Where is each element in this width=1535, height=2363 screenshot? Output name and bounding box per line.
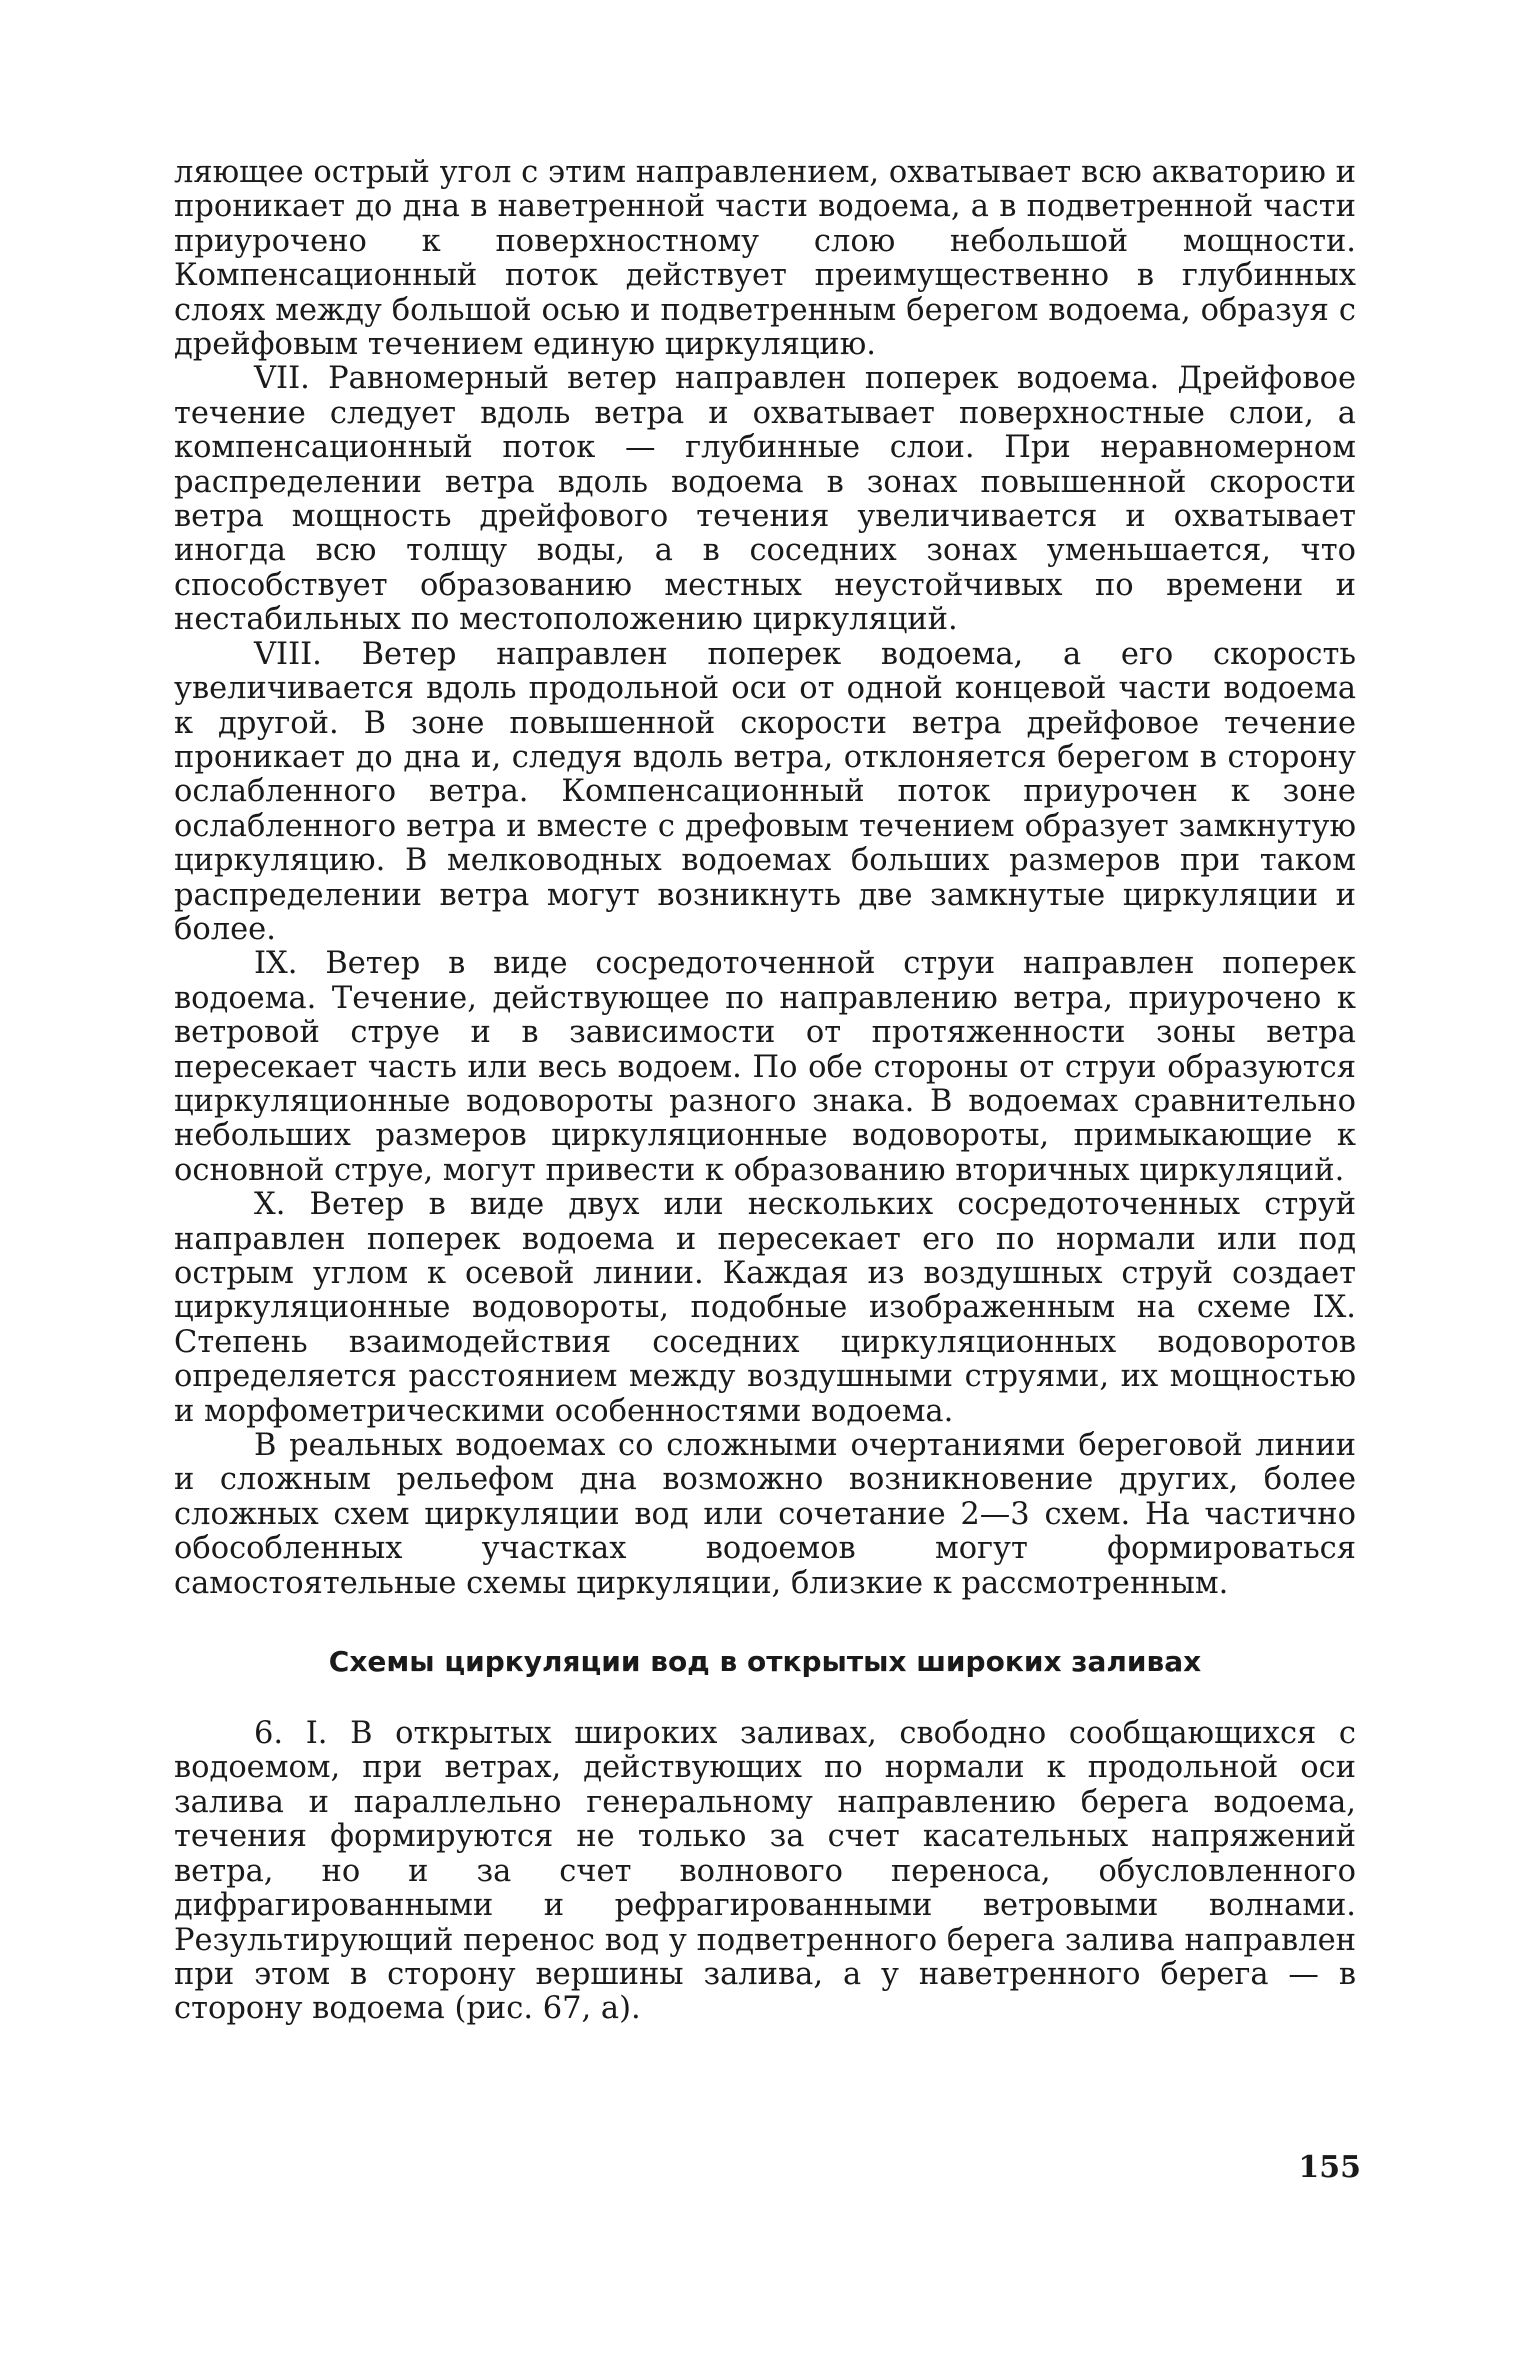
paragraph-real-water-bodies: В реальных водоемах со сложными очертаниями береговой линии и сложным рельефом дна возможно возникновение других, более сложных схем циркуляции вод или сочетание 2—3 схем. На частично обособленных участках водоемов могут формироваться самостоятельные схемы циркуляции, близкие к рассмотренным. <box>174 1428 1356 1601</box>
paragraph-scheme-viii: VIII. Ветер направлен поперек водоема, а его скорость увеличивается вдоль продольной оси от одной концевой части водоема к другой. В зоне повышенной скорости ветра дрейфовое течение проникает до дна и, следуя вдоль ветра, отклоняется берегом в сторону ослабленного ветра. Компенсационный поток приурочен к зоне ослабленного ветра и вместе с дрефовым течением образует замкнутую циркуляцию. В мелководных водоемах больших размеров при таком распределении ветра могут возникнуть две замкнутые циркуляции и более. <box>174 636 1356 947</box>
page-number: 155 <box>1298 2150 1361 2185</box>
paragraph-scheme-ix: IX. Ветер в виде сосредоточенной струи направлен поперек водоема. Течение, действующее по направлению ветра, приурочено к ветровой струе и в зависимости от протяженности зоны ветра пересекает часть или весь водоем. По обе стороны от струи образуются циркуляционные водовороты разного знака. В водоемах сравнительно небольших размеров циркуляционные водовороты, примыкающие к основной струе, могут привести к образованию вторичных циркуляций. <box>174 946 1356 1188</box>
paragraph-continuation: ляющее острый угол с этим направлением, охватывает всю акваторию и проникает до дна в наветренной части водоема, а в подветренной части приурочено к поверхностному слою небольшой мощности. Компенсационный поток действует преимущественно в глубинных слоях между большой осью и подветренным берегом водоема, образуя с дрейфовым течением единую циркуляцию. <box>174 155 1356 363</box>
section-heading: Схемы циркуляции вод в открытых широких заливах <box>328 1645 1202 1679</box>
page-body <box>174 156 1356 2027</box>
paragraph-scheme-x: X. Ветер в виде двух или нескольких сосредоточенных струй направлен поперек водоема и пересекает его по нормали или под острым углом к осевой линии. Каждая из воздушных струй создает циркуляционные водовороты, подобные изображенным на схеме IX. Степень взаимодействия соседних циркуляционных водоворотов определяется расстоянием между воздушными струями, их мощностью и морфометрическими особенностями водоема. <box>174 1187 1356 1429</box>
paragraph-open-bays: 6. I. В открытых широких заливах, свободно сообщающихся с водоемом, при ветрах, действующих по нормали к продольной оси залива и параллельно генеральному направлению берега водоема, течения формируются не только за счет касательных напряжений ветра, но и за счет волнового переноса, обусловленного дифрагированными и рефрагированными ветровыми волнами. Результирующий перенос вод у подветренного берега залива направлен при этом в сторону вершины залива, а у наветренного берега — в сторону водоема (рис. 67, а). <box>174 1716 1356 2027</box>
paragraph-scheme-vii: VII. Равномерный ветер направлен поперек водоема. Дрейфовое течение следует вдоль ветра и охватывает поверхностные слои, а компенсационный поток — глубинные слои. При неравномерном распределении ветра вдоль водоема в зонах повышенной скорости ветра мощность дрейфового течения увеличивается и охватывает иногда всю толщу воды, а в соседних зонах уменьшается, что способствует образованию местных неустойчивых по времени и нестабильных по местоположению циркуляций. <box>174 361 1356 638</box>
